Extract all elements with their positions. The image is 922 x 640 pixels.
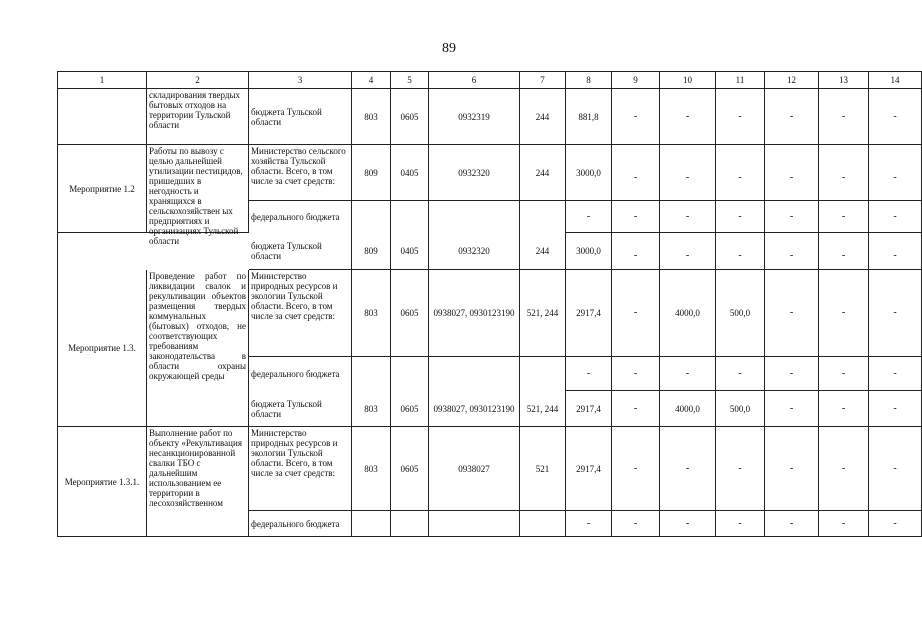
value-cell: 0938027 (429, 427, 520, 511)
value-cell (520, 511, 566, 537)
value-cell: - (660, 233, 716, 270)
funding-source-cell: федерального бюджета (249, 201, 352, 233)
value-cell: - (716, 145, 765, 201)
value-cell: 244 (520, 89, 566, 145)
header-cell: 13 (819, 72, 869, 89)
header-cell: 5 (391, 72, 429, 89)
value-cell: 0605 (391, 391, 429, 427)
value-cell: - (819, 270, 869, 357)
value-cell: - (869, 233, 922, 270)
value-cell: 0405 (391, 233, 429, 270)
value-cell: - (566, 357, 612, 391)
value-cell (352, 357, 391, 391)
value-cell: 809 (352, 145, 391, 201)
description-cell: Выполнение работ по объекту «Рекультивация несанкционированной свалки ТБО с дальнейшим использованием ее территории в лесохозяйственном (147, 427, 249, 537)
description-cell: складирования твердых бытовых отходов на территории Тульской области (147, 89, 249, 145)
value-cell: 0932320 (429, 145, 520, 201)
value-cell: - (566, 201, 612, 233)
header-cell: 1 (58, 72, 147, 89)
value-cell: 0605 (391, 270, 429, 357)
value-cell: 521 (520, 427, 566, 511)
value-cell: - (660, 357, 716, 391)
value-cell: - (612, 391, 660, 427)
value-cell: 803 (352, 89, 391, 145)
value-cell: - (869, 391, 922, 427)
value-cell: - (716, 511, 765, 537)
value-cell: 3000,0 (566, 145, 612, 201)
value-cell: - (869, 427, 922, 511)
value-cell: - (869, 145, 922, 201)
value-cell: - (819, 427, 869, 511)
value-cell: - (716, 89, 765, 145)
funding-source-cell: Министерство природных ресурсов и экологии Тульской области. Всего, в том числе за счет средств: (249, 427, 352, 511)
value-cell: - (660, 145, 716, 201)
value-cell: - (566, 511, 612, 537)
header-cell: 8 (566, 72, 612, 89)
value-cell: - (869, 89, 922, 145)
value-cell: - (765, 391, 819, 427)
value-cell: 0932320 (429, 233, 520, 270)
value-cell: - (765, 511, 819, 537)
value-cell: - (612, 89, 660, 145)
value-cell: 4000,0 (660, 270, 716, 357)
funding-source-cell: федерального бюджета (249, 357, 352, 391)
value-cell (391, 511, 429, 537)
value-cell: - (612, 233, 660, 270)
value-cell: - (765, 357, 819, 391)
value-cell: - (716, 357, 765, 391)
value-cell: 2917,4 (566, 391, 612, 427)
measure-label-cell: Мероприятие 1.3. (58, 270, 147, 427)
value-cell (391, 357, 429, 391)
budget-table (57, 71, 922, 537)
value-cell: - (612, 201, 660, 233)
value-cell: 803 (352, 427, 391, 511)
value-cell: 244 (520, 233, 566, 270)
value-cell (520, 201, 566, 233)
value-cell: - (819, 145, 869, 201)
value-cell: - (819, 89, 869, 145)
measure-label-cell: Мероприятие 1.2 (58, 145, 147, 233)
value-cell: - (612, 145, 660, 201)
value-cell: - (869, 511, 922, 537)
funding-source-cell: бюджета Тульской области (249, 391, 352, 427)
header-cell: 4 (352, 72, 391, 89)
measure-label-cell (58, 89, 147, 145)
value-cell (520, 357, 566, 391)
header-cell: 2 (147, 72, 249, 89)
value-cell: - (612, 357, 660, 391)
measure-label-cell: Мероприятие 1.3.1. (58, 427, 147, 537)
value-cell: - (765, 427, 819, 511)
value-cell: 0605 (391, 427, 429, 511)
page-number: 89 (442, 41, 456, 56)
value-cell: - (869, 357, 922, 391)
header-cell: 7 (520, 72, 566, 89)
value-cell: - (660, 511, 716, 537)
header-cell: 6 (429, 72, 520, 89)
value-cell (429, 201, 520, 233)
value-cell: - (765, 145, 819, 201)
header-cell: 9 (612, 72, 660, 89)
value-cell: 521, 244 (520, 391, 566, 427)
value-cell: - (716, 233, 765, 270)
value-cell: 521, 244 (520, 270, 566, 357)
value-cell: 0605 (391, 89, 429, 145)
value-cell: - (660, 201, 716, 233)
value-cell: 0405 (391, 145, 429, 201)
funding-source-cell: федерального бюджета (249, 511, 352, 537)
value-cell: 3000,0 (566, 233, 612, 270)
value-cell: - (612, 427, 660, 511)
value-cell: - (612, 511, 660, 537)
value-cell (352, 201, 391, 233)
value-cell: - (765, 233, 819, 270)
value-cell: 4000,0 (660, 391, 716, 427)
value-cell (391, 201, 429, 233)
value-cell: 244 (520, 145, 566, 201)
value-cell: - (819, 201, 869, 233)
header-cell: 3 (249, 72, 352, 89)
value-cell: - (819, 511, 869, 537)
value-cell: - (869, 201, 922, 233)
value-cell: 2917,4 (566, 270, 612, 357)
funding-source-cell: Министерство сельского хозяйства Тульской области. Всего, в том числе за счет средств: (249, 145, 352, 201)
value-cell: 881,8 (566, 89, 612, 145)
header-cell: 10 (660, 72, 716, 89)
value-cell: 500,0 (716, 391, 765, 427)
value-cell: - (819, 391, 869, 427)
value-cell: 2917,4 (566, 427, 612, 511)
value-cell: - (660, 427, 716, 511)
value-cell: 0938027, 0930123190 (429, 391, 520, 427)
value-cell: - (869, 270, 922, 357)
value-cell: 803 (352, 270, 391, 357)
value-cell: 0932319 (429, 89, 520, 145)
header-cell: 14 (869, 72, 922, 89)
value-cell: 809 (352, 233, 391, 270)
value-cell: - (612, 270, 660, 357)
header-cell: 12 (765, 72, 819, 89)
value-cell: 803 (352, 391, 391, 427)
value-cell (352, 511, 391, 537)
value-cell (429, 511, 520, 537)
value-cell: - (765, 270, 819, 357)
value-cell: 500,0 (716, 270, 765, 357)
value-cell: - (765, 89, 819, 145)
value-cell: - (765, 201, 819, 233)
value-cell: - (819, 357, 869, 391)
funding-source-cell: бюджета Тульской области (249, 233, 352, 270)
value-cell: - (660, 89, 716, 145)
funding-source-cell: бюджета Тульской области (249, 89, 352, 145)
description-cell: Проведение работ по ликвидации свалок и рекультивации объектов размещения твердых коммунальных (бытовых) отходов, не соответствующих требованиям законодательства в области охраны окружающей среды (147, 270, 249, 427)
header-cell: 11 (716, 72, 765, 89)
funding-source-cell: Министерство природных ресурсов и экологии Тульской области. Всего, в том числе за счет средств: (249, 270, 352, 357)
description-cell: Работы по вывозу с целью дальнейшей утилизации пестицидов, пришедших в негодность и хранящихся в сельскохозяйствен ых предприятиях и организациях Тульской области (147, 145, 249, 233)
value-cell: - (716, 201, 765, 233)
value-cell: - (819, 233, 869, 270)
value-cell (429, 357, 520, 391)
value-cell: - (716, 427, 765, 511)
value-cell: 0938027, 0930123190 (429, 270, 520, 357)
